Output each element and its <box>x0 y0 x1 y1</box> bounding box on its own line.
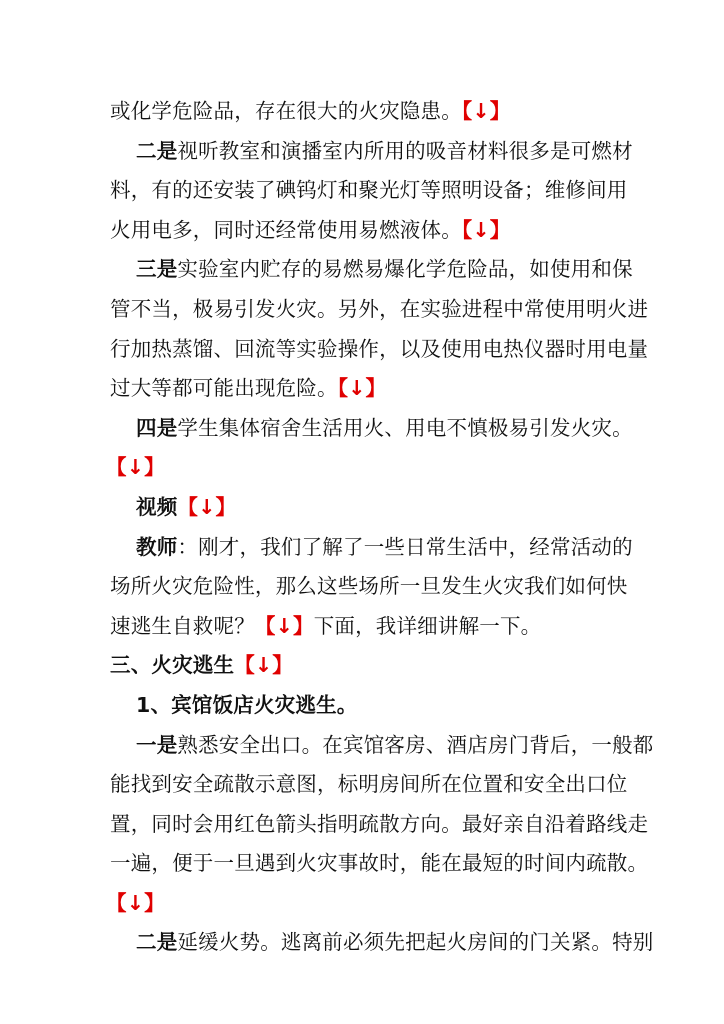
line-text: 或化学危险品，存在很大的火灾隐患。 <box>110 99 462 123</box>
down-arrow-marker: 【↓】 <box>106 890 165 915</box>
section-title: 三、火灾逃生 <box>110 653 235 678</box>
paragraph-lead: 一是 <box>136 732 178 757</box>
line-text: 速逃生自救呢？ <box>110 613 255 638</box>
down-arrow-marker: 【↓】 <box>337 376 387 401</box>
paragraph-2 <box>110 132 633 172</box>
line-text: 管不当，极易引发火灾。另外，在实验进程中常使用明火进 <box>110 296 649 321</box>
down-arrow-marker: 【↓】 <box>177 494 237 519</box>
text-line <box>106 884 620 924</box>
line-text: 料，有的还安装了碘钨灯和聚光灯等照明设备；维修间用 <box>110 178 628 203</box>
text-line <box>110 290 649 330</box>
text-line <box>110 844 649 884</box>
paragraph-lead: 教师 <box>136 534 178 559</box>
line-text: 置，同时会用红色箭头指明疏散方向。最好亲自沿着路线走 <box>110 811 649 836</box>
text-line <box>110 369 620 409</box>
line-text: 过大等都可能出现危险。 <box>110 376 338 401</box>
text-line <box>110 567 628 607</box>
down-arrow-marker: 【↓】 <box>106 455 165 480</box>
subsection-heading <box>110 686 620 726</box>
line-text: 场所火灾危险性，那么这些场所一旦发生火灾我们如何快 <box>110 574 628 599</box>
line-text: 下面，我详细讲解一下。 <box>313 613 542 638</box>
down-arrow-marker: 【↓】 <box>234 653 293 678</box>
down-arrow-marker: 【↓】 <box>461 99 511 123</box>
text-line <box>110 211 620 251</box>
paragraph-lead: 三是 <box>136 257 178 282</box>
line-text: 学生集体宿舍生活用火、用电不慎极易引发火灾。 <box>177 415 633 440</box>
paragraph-lead: 视频 <box>136 494 178 519</box>
line-text: 实验室内贮存的易燃易爆化学危险品，如使用和保 <box>177 257 633 282</box>
line-text: 一遍，便于一旦遇到火灾事故时，能在最短的时间内疏散。 <box>110 851 649 876</box>
section-heading <box>110 646 620 686</box>
paragraph-lead: 四是 <box>136 415 178 440</box>
text-line <box>110 330 649 370</box>
document-page <box>106 92 654 963</box>
line-text: 行加热蒸馏、回流等实验操作，以及使用电热仪器时用电量 <box>110 336 649 361</box>
line-text: 视听教室和演播室内所用的吸音材料很多是可燃材 <box>177 138 633 163</box>
line-text: 能找到安全疏散示意图，标明房间所在位置和安全出口位 <box>110 772 628 797</box>
text-line <box>110 765 628 805</box>
teacher-paragraph <box>110 528 633 568</box>
paragraph-4 <box>110 409 633 449</box>
text-line <box>110 171 628 211</box>
text-line <box>110 805 649 845</box>
text-line <box>110 607 620 647</box>
paragraph-3 <box>110 250 633 290</box>
line-text: ：刚才，我们了解了一些日常生活中，经常活动的 <box>177 534 633 559</box>
down-arrow-marker: 【↓】 <box>461 217 511 242</box>
line-text: 延缓火势。逃离前必须先把起火房间的门关紧。特别 <box>177 930 654 955</box>
video-heading <box>110 488 620 528</box>
line-text: 火用电多，同时还经常使用易燃液体。 <box>110 217 462 242</box>
paragraph-escape-2 <box>110 923 654 963</box>
paragraph-lead: 二是 <box>136 930 178 955</box>
text-line <box>110 92 620 132</box>
paragraph-escape-1 <box>110 726 654 766</box>
subsection-title: 1、宾馆饭店火灾逃生。 <box>136 692 358 717</box>
down-arrow-marker: 【↓】 <box>254 613 314 638</box>
line-text: 熟悉安全出口。在宾馆客房、酒店房门背后，一般都 <box>177 732 654 757</box>
paragraph-lead: 二是 <box>136 138 178 163</box>
text-line <box>106 448 620 488</box>
